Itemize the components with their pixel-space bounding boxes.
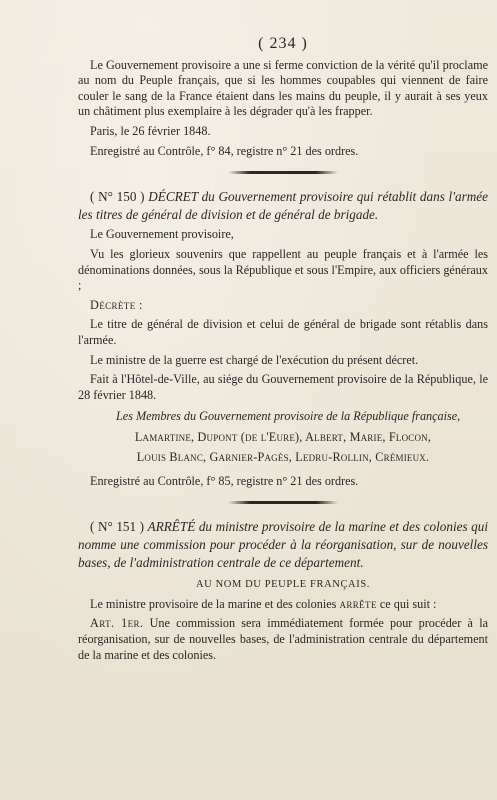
arrete-151-number: ( N° 151 ) bbox=[90, 519, 145, 535]
intro-date: Paris, le 26 février 1848. bbox=[90, 123, 211, 138]
decree-150-issuer: Le Gouvernement provisoire, bbox=[90, 227, 234, 242]
decree-150-done-at: Fait à l'Hôtel-de-Ville, au siége du Gouvernement provisoire de la République, le 28 février 1848. bbox=[78, 372, 488, 402]
arrete-151-article-1-label: Art. 1er. bbox=[90, 616, 144, 631]
page-number: ( 234 ) bbox=[258, 35, 308, 52]
decree-150-considering: Vu les glorieux souvenirs que rappellent au peuple français et à l'armée les dénominations données, sous la République et sous l'Empire, aux officiers généraux ; bbox=[78, 246, 488, 293]
section-divider bbox=[228, 171, 338, 174]
decree-150-article-2: Le ministre de la guerre est chargé de l'exécution du présent décret. bbox=[90, 352, 419, 367]
arrete-151-au-nom: AU NOM DU PEUPLE FRANÇAIS. bbox=[196, 579, 370, 591]
decree-150-number: ( N° 150 ) bbox=[90, 189, 145, 205]
decree-150-signatories-line-2: Louis Blanc, Garnier-Pagès, Ledru-Rollin, Crémieux. bbox=[136, 450, 430, 465]
document-content bbox=[78, 30, 488, 663]
decree-150-title: DÉCRET du Gouvernement provisoire qui rétablit dans l'armée les titres de général de division et de général de brigade. bbox=[78, 189, 488, 222]
intro-registration: Enregistré au Contrôle, f° 84, registre n° 21 des ordres. bbox=[90, 143, 359, 158]
arrete-151-preamble-verb: arrête bbox=[339, 596, 377, 611]
decree-150-decrees-label: Décrète : bbox=[90, 297, 143, 312]
decree-150-heading bbox=[78, 188, 488, 223]
decree-150-article-1: Le titre de général de division et celui de général de brigade sont rétablis dans l'armée. bbox=[78, 317, 488, 347]
arrete-151-title: ARRÊTÉ du ministre provisoire de la marine et des colonies qui nomme une commission pour procéder à la réorganisation, sur de nouvelles bases, de l'administration centrale de ce département. bbox=[78, 519, 489, 570]
decree-150-signatories-intro: Les Membres du Gouvernement provisoire de la République française, bbox=[116, 409, 461, 424]
arrete-151-article-1 bbox=[78, 616, 488, 663]
arrete-151-preamble-start: Le ministre provisoire de la marine et des colonies bbox=[90, 596, 340, 611]
arrete-151-preamble-end: ce qui suit : bbox=[376, 596, 437, 611]
arrete-151-article-1-text: Une commission sera immédiatement formée pour procéder à la réorganisation, sur de nouvelles bases, de l'administration centrale du département de la marine et des colonies. bbox=[78, 616, 488, 662]
arrete-151-preamble bbox=[78, 597, 488, 613]
section-divider bbox=[228, 501, 338, 504]
arrete-151-heading bbox=[78, 518, 488, 571]
intro-paragraph: Le Gouvernement provisoire a une si ferme conviction de la vérité qu'il proclame au nom du Peuple français, que si les hommes coupables qui viennent de faire couler le sang de la France étaient dans les mains du peuple, il y aurait à ses yeux un châtiment plus exemplaire à les dégrader qu'à les frapper. bbox=[78, 57, 488, 119]
decree-150-registration: Enregistré au Contrôle, f° 85, registre n° 21 des ordres. bbox=[90, 473, 359, 488]
decree-150-signatories-line-1: Lamartine, Dupont (de l'Eure), Albert, Marie, Flocon, bbox=[134, 429, 432, 444]
